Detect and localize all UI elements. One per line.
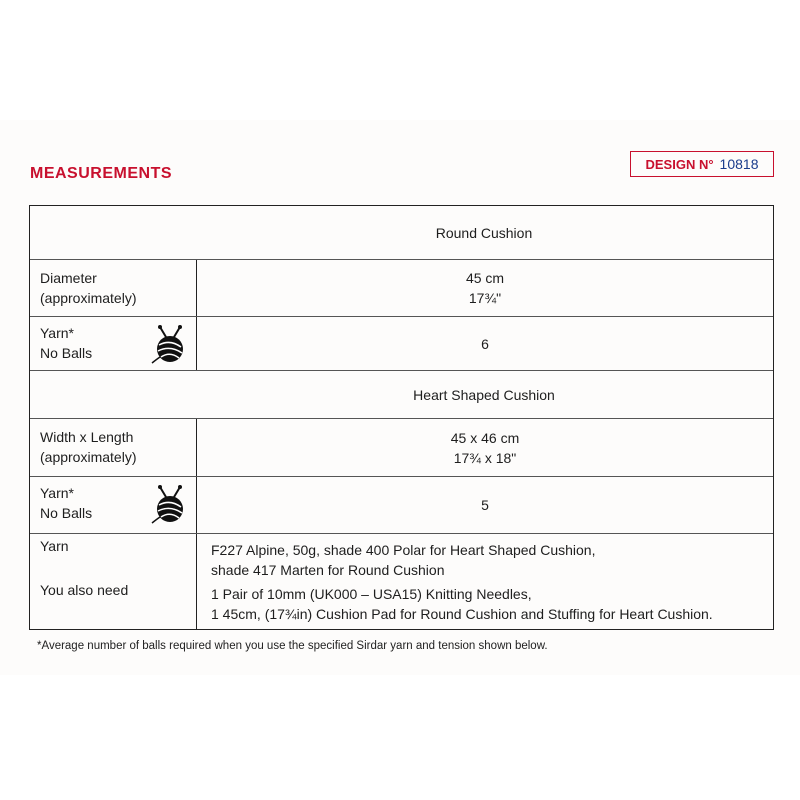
heart-cushion-heading: Heart Shaped Cushion <box>413 386 555 403</box>
heart-size-label <box>30 419 197 476</box>
need-detail-line1: 1 Pair of 10mm (UK000 – USA15) Knitting Needles, <box>211 586 532 602</box>
yarn-material-label: Yarn <box>40 538 69 554</box>
round-yarn-value: 6 <box>481 335 489 352</box>
round-diameter-label <box>30 260 197 316</box>
heart-yarn-row <box>30 477 773 534</box>
diameter-in: 17¾" <box>468 290 502 306</box>
size-cm: 45 x 46 cm <box>450 429 520 446</box>
approx-label: (approximately) <box>40 290 137 306</box>
width-length-label: Width x Length <box>40 429 134 445</box>
round-diameter-value <box>197 260 773 316</box>
round-diameter-row <box>30 260 773 317</box>
round-cushion-heading: Round Cushion <box>435 224 533 241</box>
yarn-detail-line2: shade 417 Marten for Round Cushion <box>211 562 445 578</box>
yarn-ball-icon <box>148 483 190 525</box>
approx-label: (approximately) <box>40 449 137 465</box>
need-detail-line2: 1 45cm, (17¾in) Cushion Pad for Round Cushion and Stuffing for Heart Cushion. <box>211 606 713 622</box>
materials-row <box>30 534 773 629</box>
materials-labels <box>30 534 197 629</box>
size-in: 17¾ x 18" <box>453 449 517 466</box>
diameter-label: Diameter <box>40 270 97 286</box>
heart-cushion-heading-row <box>30 371 773 419</box>
round-yarn-label <box>30 317 197 370</box>
page-title: MEASUREMENTS <box>30 165 173 182</box>
measurements-table <box>29 205 774 630</box>
also-need-label: You also need <box>40 582 129 598</box>
yarn-label: Yarn* <box>40 485 74 501</box>
materials-values <box>197 534 773 629</box>
yarn-ball-icon <box>148 323 190 365</box>
design-number-badge <box>630 151 774 177</box>
round-cushion-heading-row <box>30 206 773 260</box>
design-number: 10818 <box>719 156 759 172</box>
no-balls-label: No Balls <box>40 345 93 361</box>
yarn-label: Yarn* <box>40 325 74 341</box>
yarn-detail-line1: F227 Alpine, 50g, shade 400 Polar for Heart Shaped Cushion, <box>211 542 596 558</box>
heart-yarn-label <box>30 477 197 533</box>
design-label: DESIGN N° <box>645 156 714 172</box>
round-yarn-row <box>30 317 773 371</box>
no-balls-label: No Balls <box>40 505 93 521</box>
heart-size-value <box>197 419 773 476</box>
heart-yarn-value: 5 <box>481 497 489 513</box>
footnote: *Average number of balls required when you use the specified Sirdar yarn and tension shown below. <box>37 640 548 652</box>
heart-size-row <box>30 419 773 477</box>
diameter-cm: 45 cm <box>465 270 505 286</box>
